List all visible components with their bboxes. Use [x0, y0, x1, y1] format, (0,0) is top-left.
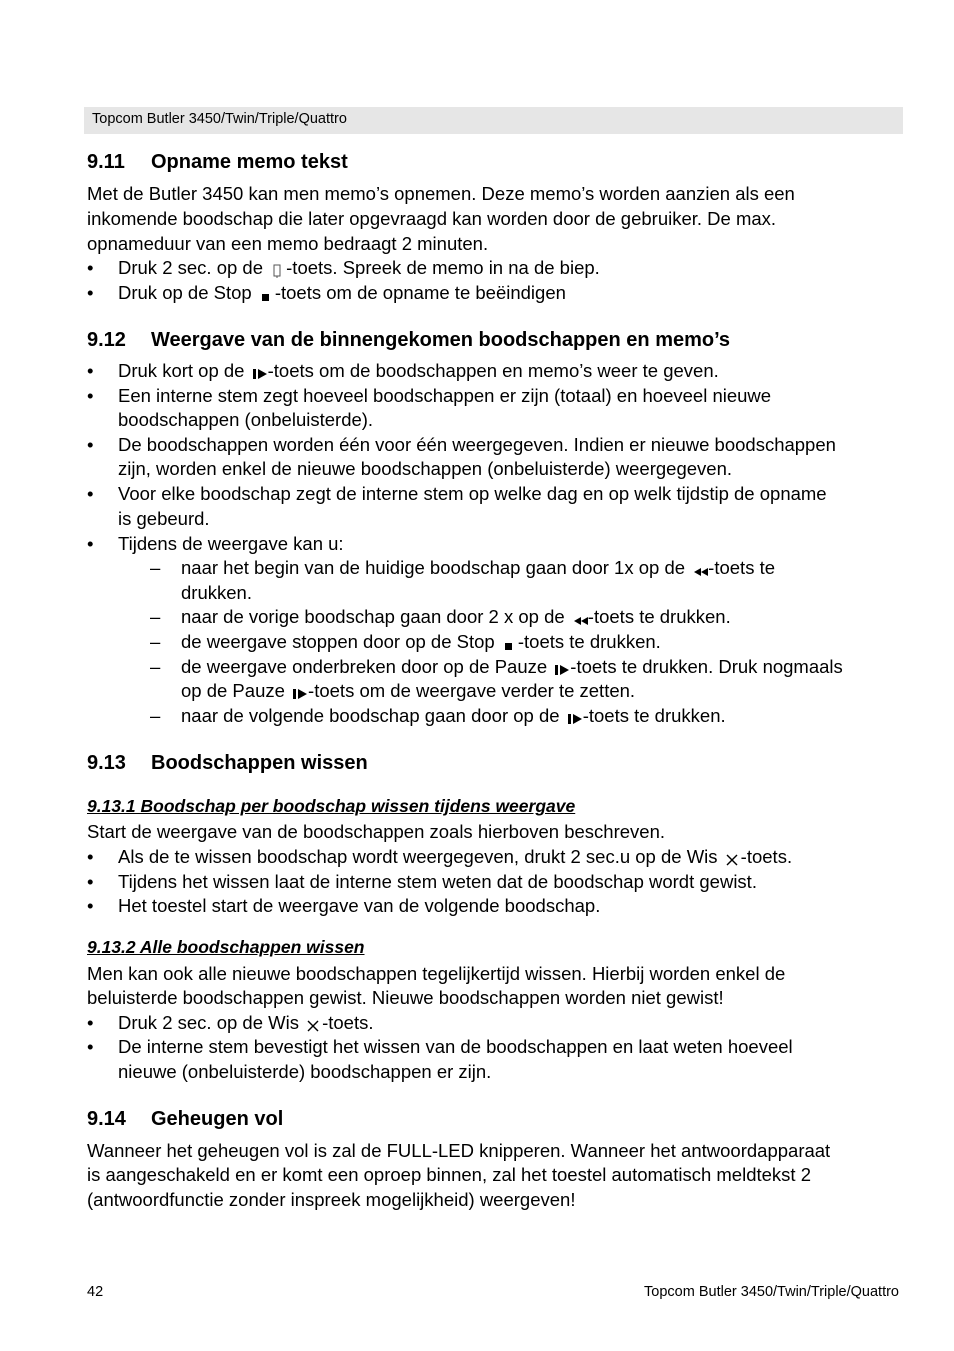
section-title: Opname memo tekst [151, 151, 348, 173]
paragraph-line: beluisterde boodschappen gewist. Nieuwe boodschappen worden niet gewist! [87, 987, 724, 1008]
paragraph-line: is aangeschakeld en er komt een oproep binnen, zal het toestel automatisch meldtekst 2 [87, 1164, 811, 1185]
section-number: 9.12 [87, 329, 126, 351]
bullet-mark: • [87, 846, 94, 867]
header-bar [84, 107, 903, 134]
list-item-text: Druk 2 sec. op de Wis [118, 1012, 299, 1033]
dash-mark: – [150, 606, 161, 627]
list-item-text: -toets. Spreek de memo in na de biep. [286, 257, 600, 278]
dash-mark: – [150, 656, 161, 677]
section-title: Boodschappen wissen [151, 752, 368, 774]
subsection-heading: 9.13.2 Alle boodschappen wissen [87, 937, 365, 957]
list-item-text: Het toestel start de weergave van de volgende boodschap. [118, 895, 601, 916]
dash-mark: – [150, 705, 161, 726]
rewind-icon [692, 563, 706, 577]
list-item-text: -toets om de boodschappen en memo’s weer te geven. [267, 360, 719, 381]
section-title: Weergave van de binnengekomen boodschappen en memo’s [151, 329, 731, 351]
bullet-mark: • [87, 871, 94, 892]
footer-title: Topcom Butler 3450/Twin/Triple/Quattro [644, 1284, 899, 1300]
paragraph-line: Start de weergave van de boodschappen zoals hierboven beschreven. [87, 821, 665, 842]
list-item-text: -toets. [740, 846, 793, 867]
sub-list-item-text: -toets te drukken. [587, 606, 731, 627]
play-pause-icon [292, 686, 306, 700]
sub-list-item-text: naar het begin van de huidige boodschap gaan door 1x op de [181, 557, 686, 578]
list-item-continuation: zijn, worden enkel de nieuwe boodschappen (onbeluisterde) weergegeven. [118, 458, 732, 479]
play-pause-icon [252, 366, 266, 380]
stop-icon [259, 288, 273, 302]
bullet-mark: • [87, 360, 94, 381]
bullet-mark: • [87, 533, 94, 554]
sub-list-item-text: -toets te drukken. Druk nogmaals [570, 656, 843, 677]
bullet-mark: • [87, 895, 94, 916]
bullet-mark: • [87, 257, 94, 278]
play-pause-icon [567, 711, 581, 725]
section-number: 9.14 [87, 1108, 126, 1130]
sub-list-item-text: naar de vorige boodschap gaan door 2 x op de [181, 606, 565, 627]
list-item-text: De boodschappen worden één voor één weergegeven. Indien er nieuwe boodschappen [118, 434, 836, 455]
paragraph-line: inkomende boodschap die later opgevraagd kan worden door de gebruiker. De max. [87, 208, 777, 229]
bullet-mark: • [87, 282, 94, 303]
paragraph-line: Wanneer het geheugen vol is zal de FULL-LED knipperen. Wanneer het antwoordapparaat [87, 1140, 831, 1161]
header-title: Topcom Butler 3450/Twin/Triple/Quattro [92, 111, 347, 127]
section-heading-9-12 [87, 329, 730, 352]
list-item-text: Tijdens de weergave kan u: [118, 533, 344, 554]
section-heading-9-14 [87, 1108, 283, 1131]
dash-mark: – [150, 557, 161, 578]
sub-list-item-continuation: drukken. [181, 582, 252, 603]
list-item-text: -toets om de opname te beëindigen [274, 282, 566, 303]
delete-icon [306, 1018, 320, 1032]
bullet-mark: • [87, 385, 94, 406]
sub-list-item-text: -toets te [708, 557, 776, 578]
list-item-continuation: boodschappen (onbeluisterde). [118, 409, 374, 430]
sub-list-item-text: -toets te drukken. [517, 631, 661, 652]
paragraph-line: opnameduur van een memo bedraagt 2 minuten. [87, 233, 489, 254]
list-item-text: Druk op de Stop [118, 282, 252, 303]
bullet-mark: • [87, 1012, 94, 1033]
list-item-text: -toets. [322, 1012, 374, 1033]
paragraph-line: (antwoordfunctie zonder inspreek mogelijkheid) weergeven! [87, 1189, 576, 1210]
bullet-mark: • [87, 434, 94, 455]
sub-list-item-text: op de Pauze [181, 680, 285, 701]
section-heading-9-11 [87, 151, 348, 174]
sub-list-item-text: de weergave onderbreken door op de Pauze [181, 656, 548, 677]
sub-list-item-continuation [181, 679, 635, 704]
delete-icon [725, 852, 739, 866]
list-item-continuation: nieuwe (onbeluisterde) boodschappen er zijn. [118, 1061, 492, 1082]
paragraph-line: Met de Butler 3450 kan men memo’s opnemen. Deze memo’s worden aanzien als een [87, 183, 795, 204]
section-number: 9.13 [87, 752, 126, 774]
play-pause-icon [554, 662, 568, 676]
sub-list-item-text: de weergave stoppen door op de Stop [181, 631, 495, 652]
sub-list-item-text: naar de volgende boodschap gaan door op de [181, 705, 560, 726]
list-item-text: De interne stem bevestigt het wissen van de boodschappen en laat weten hoeveel [118, 1036, 793, 1057]
sub-list-item-text: -toets te drukken. [582, 705, 726, 726]
paragraph-line: Men kan ook alle nieuwe boodschappen tegelijkertijd wissen. Hierbij worden enkel de [87, 963, 786, 984]
stop-icon [502, 637, 516, 651]
bullet-mark: • [87, 1036, 94, 1057]
section-title: Geheugen vol [151, 1108, 284, 1130]
rewind-icon [572, 612, 586, 626]
list-item-text: Als de te wissen boodschap wordt weergegeven, drukt 2 sec.u op de Wis [118, 846, 718, 867]
list-item-text: Voor elke boodschap zegt de interne stem op welke dag en op welk tijdstip de opname [118, 483, 827, 504]
bullet-mark: • [87, 483, 94, 504]
list-item-text: Tijdens het wissen laat de interne stem weten dat de boodschap wordt gewist. [118, 871, 757, 892]
sub-list-item-text: -toets om de weergave verder te zetten. [308, 680, 636, 701]
list-item-text: Een interne stem zegt hoeveel boodschappen er zijn (totaal) en hoeveel nieuwe [118, 385, 772, 406]
page-number: 42 [87, 1284, 104, 1300]
list-item-text: Druk 2 sec. op de [118, 257, 263, 278]
section-heading-9-13 [87, 752, 368, 775]
memo-icon [270, 263, 284, 277]
section-number: 9.11 [87, 151, 125, 173]
list-item-continuation: is gebeurd. [118, 508, 210, 529]
dash-mark: – [150, 631, 161, 652]
list-item-text: Druk kort op de [118, 360, 245, 381]
subsection-heading: 9.13.1 Boodschap per boodschap wissen tijdens weergave [87, 796, 576, 816]
